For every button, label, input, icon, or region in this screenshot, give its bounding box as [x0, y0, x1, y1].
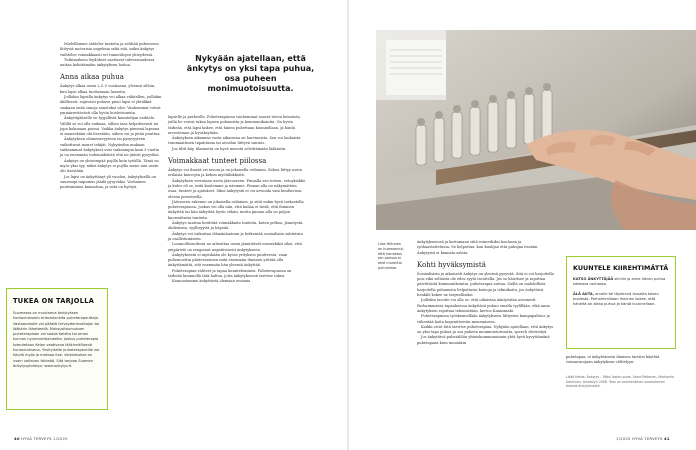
info-box-tukea [6, 288, 108, 410]
body-paragraph: änkytykseensä ja kertomaan siitä esimerkiksi koulussa ja työhaastattelussa. Se helpottaa, kun kuulijaa että puhujaa itseään. Änkytystä ei kannata salata. [417, 240, 539, 255]
right-column-1 [417, 240, 555, 346]
body-paragraph: Joillakin lapsilla änkytys voi alkaa vähitellen, joillakin äkillisesti: sujuvasti puhuva pieni lapsi ei yhtäkkiä saakaan enää sanoja sanotuksi ulos. Vanhemmat voivat ymmärrettävästi olla hyvin huolestuneita. [60, 95, 162, 115]
tip-2 [573, 292, 669, 308]
page-number-left: 40 [14, 436, 20, 441]
body-paragraph: Änkytyksestä ei myöskään ole kysse yrityksen puutteesta, vaan puhemoottin päätevarsinen mitä enemmän ihminen yrittää olla änkyttämättä, sitä enemmän hän yleensä änkyttää. [168, 252, 288, 268]
section-heading-voimakkaat: Voimakkaat tunteet piilossa [168, 157, 267, 166]
body-paragraph: Puheterapiassa työskennellään änkytykseen liittyvien kampapaltuus ja vähentää koita kogenittsevän menemiseen. [417, 314, 550, 324]
body-paragraph: Joillekin tavoite voi olla se, että oikaistaa ääntyisitää avoimesti. Parhaimmassa tapauksessa änkyttävä puhuu omalla tyylillään, eikä anna änkytyksen rajoittaa tekemistään, kertoo Kanasmaki. [417, 298, 550, 313]
intro-paragraph-1: Mielellämme sääteler tunteita ja selittää puheeseen liittyviä motorisia ongelmia sekä sitä, miksi änkytys vaihtelee voimakkaasti eri tunnetilojen yhteydessä. [60, 42, 159, 57]
info-box-2-title: KUUNTELE KIIREHTIMÄTTÄ [573, 264, 669, 272]
body-paragraph: Änkytys on yleisempää pojilla kuin tytöillä. Tämä on myös yksi syy, miksi änkytys ei pojilla mene niin usein ohi itsestään. [60, 158, 159, 174]
tip-1-text: silmiin ja anna hänen puhua kaikessa rauhassa. [573, 277, 666, 287]
footer-left [14, 436, 68, 441]
info-box-kuuntele [566, 256, 676, 349]
body-paragraph: Änkytys voi ilmetä eri tavoin ja on jokaisella erilainen. Siihen liittyy usein erilaisia kauvojen ja kehon myötäliikkeitä. [168, 168, 302, 178]
body-paragraph: Änkytys saattaa herättää voimakkaita tunteita, kuten pelkoa, jännitystä, ahdistusta, syyllisyyttä ja häpeää. [168, 221, 304, 231]
tip-2-lead: ÄLÄ AUTA, [573, 291, 595, 296]
info-box-text: Suomessa on muutamia änkytyksen kuntoutukseen erikoistuneita puheterapeutteja. Vastaanotolle voi päästä terveydenhuoltajan tai lääkärin lähetteellä. Maksusitoumuksen puheterapiaan voi saada Kelalta tai oman kunnan hyvinvointialueelta. Joskus puheterapia toteutetaan Kelan vaativana lääkinnällisenä kuntoutuksena. Yksityiselle puheterapeutille voi käydä myös ja maksaa itse. Vertaistukea on usein valtavan tärkeää. Sitä tarjoaa Suomen änkytysyhdistys: www.ankytys.fi. [13, 311, 100, 368]
left-column-2 [168, 115, 306, 285]
intro-paragraph-2: Tutkimuksen löydökset saattavat tulevaisuudessa auttaa kehittämään änkytyksen hoitoa. [60, 57, 155, 68]
body-paragraph: Jäävuoren rakenne on jokaisella erilainen, ja siitä onkin hyvä tarkastella puheterapiassa. Joskus voi olla niin, että kuilaa ei tiedä, että ihminen änkyttää tai hän änkyttää hyvin vähän, mutta pinnan alla on paljon kuormittavia tunteita. [168, 199, 304, 220]
body-paragraph: Kannustamme änkyttäviä olemaan avoimia [172, 279, 251, 284]
body-paragraph: Änkytyksen aikamme vasta aikuisena on harvinaista. Sen voi laukaista traumaattinen tapahtuma tai aivoihin liittyvä sairaus. [168, 136, 301, 146]
body-paragraph: Luonnollisuudesta ne aiheuttaa usein jännittävät esimerkiksi siksi, että ympäristö on reagoinut negatiivisesti änkytykseen. [168, 242, 302, 252]
tip-2-text: arvaile tai täydennä lauseita toisen puolesta. Parhaimmillaan ihminen kokee, että häneltä on aikaa puhua ja häntä kuunnellaan. [573, 291, 659, 307]
body-paragraph: Jos änkyttävä puhetalilön yhteiskommunoinnin yhtä hyvä kyvyttämänä puhetapana kuin muutakin [417, 335, 550, 345]
footer-right [616, 436, 670, 441]
pull-quote: Nykyään ajatellaan, että änkytys on yksi tapa puhua, osa puheen monimuotoisuutta. [186, 54, 315, 93]
section-heading-anna-aikaa: Anna aikaa puhua [60, 73, 124, 82]
body-paragraph: Änkytys voi vaikuttaa elämänlaatuun ja heikentää sosiaalisiin suhteisiin ja osallistumiseen. [168, 231, 303, 241]
magazine-name-left: HYVÄ TERVEYS 1/2025 [21, 436, 68, 441]
body-paragraph: Jos tiltit käy, tilannetta on hyvä menetä selvittämään lääkäriin. [172, 146, 287, 151]
body-paragraph: Kaikki eivät tätä tarvitse puheterapiaa. Nykyään ajatellaan, että änkytys on yksi tapa puhua ja osa puheen monimuotoisuutta, speech diversityä. [417, 324, 554, 335]
body-paragraph: Sosiaalisista ja aikaisesti änkytys on yleensä pysyvää. Sitä ei voi harjoitella pois eikä sellaista ole edes syytä tavoitella. Jos se häiritsee ja rajoittaa päivittäistä kommunikointia, puheterapia auttaa. Siellä on mahdollista harjoitella puhumista helpottavia keinoja ja tekniikoita, jos änkyttävä henkilö kokee ne tarpeellisiksi. [417, 271, 554, 298]
tip-1 [573, 277, 669, 288]
info-box-title: TUKEA ON TARJOLLA [13, 297, 95, 305]
tip-1-lead: KATSO ÄNKYTTÄJÄÄ [573, 277, 614, 281]
right-column-2 [566, 355, 676, 366]
body-paragraph: Änkytyksen verrataan usein jäävuoreen. Pinnalla sen toteen, vetoyksikkö ja kulvo eli se, mitä kuulemme ja näemme. Pinnan alla on näkymättöm osaa: tunteet ja ajatukset. Sikoi änkytystä ei voi arvioida vain kuultavissa olevan perusteella. [168, 178, 306, 199]
body-paragraph: Änkyttäjäkselle on tyypillistä kuuntelijan vaihtelu. Välillä se voi olla vaikeaa, silloin taas helpottavasti tai jopa kokonaan poissa. Vaikka änkytys pienenä lapsena ei meneekään ohi itsestään, siihen voi ja pitää puuttua. [60, 116, 161, 137]
source-credits: Lisää tietoa: Änkytys – Miksi lasten puhe, Useni Paltonen, Markanka Salminen. Anadolyn 2006. Teos on ensimmäinen suomalainen teoksia änkytyksestä. [566, 375, 674, 389]
body-paragraph: Jos lapsi on änkyttänyt yli vuoden, änkytyksellä on suurempi taipumus jäädä pysyväksi. Varhainen puuttuminen kannattaa, ja siitä on hyötyä. [60, 174, 156, 190]
body-paragraph: Änkytys alkaa usein 2,5–5 vuotiaana, yleensä silloin, kun lapsi alkaa tuottamaan lauseita. [60, 84, 156, 94]
magazine-name-right: 1/2025 HYVÄ TERVEYS [616, 436, 663, 441]
section-heading-kohti: Kohti hyväksymistä [417, 260, 486, 269]
left-column-1 [60, 42, 163, 190]
photo-caption: Liisa Hiltunen on huomannut, että harrastus ten parissa ei ehdi murehtia puhumista. [378, 242, 404, 270]
body-paragraph: lapselle ja perheelle. Puheterapiassa vanhemmat saavat tietoa keinoista, joilla he voivat tukea lapsen puhumista ja kommunikointia. On hyvin tärkeää, että lapsi kokee, että hänen puhettaan kuunnellaan, ja häntä arvostetaan ja hyväksytään. [168, 115, 301, 135]
page-number-right: 41 [664, 436, 670, 441]
body-paragraph: Puheterapian väliteet ja tapaa kuunteleminen. Puheterapiassa on tärkeää kuunnella tätä haltua, jotta änkytyksessä tarvitse tukea. [168, 268, 292, 279]
body-paragraph: puhetapaa, ei änkytöäneen ihmisen tarvitsi käyttää voimavarojaan änkytyksen välttelyyn. [566, 355, 660, 365]
body-paragraph: Änkytyksen ohimenevyyteen tai pysyvyyteen vaikuttavat monet tekijät. Nykytiedon mukaan vaikeammat änkytykset ovat vaikeampia kuin 3 vuotta ja on enemmän todennäköistä että ne jäävät pysyviksi. [60, 137, 160, 158]
